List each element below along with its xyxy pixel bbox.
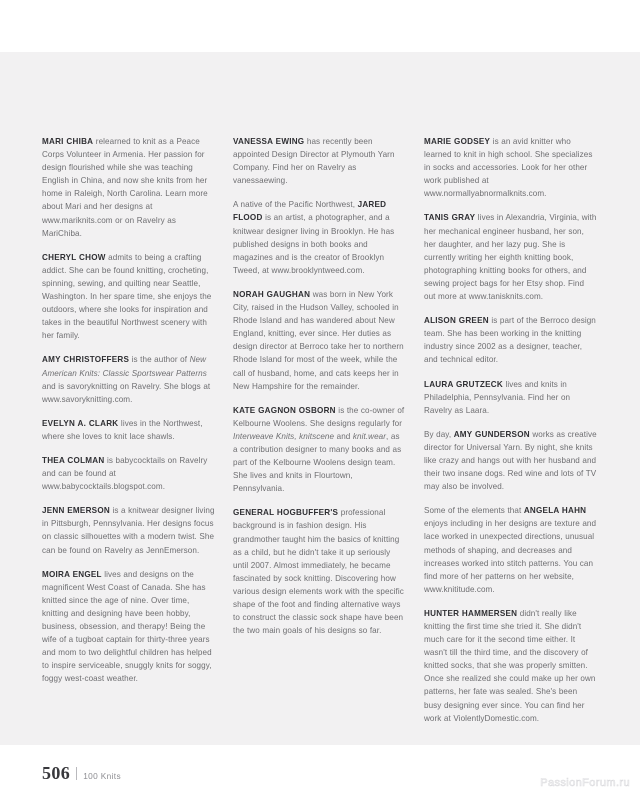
designer-bio xyxy=(42,251,215,343)
designer-name: KATE GAGNON OSBORN xyxy=(233,405,336,415)
bio-lead-text: By day, xyxy=(424,429,454,439)
page-canvas xyxy=(0,52,640,745)
designer-bio xyxy=(233,198,406,277)
bio-text: works as creative director for Universal Yarn. By night, she knits like crazy and hangs out with her husband and their two insane dogs. Red wine and lots of TV may also be involved. xyxy=(424,429,597,492)
designer-bio xyxy=(42,417,215,443)
bio-text: didn't really like knitting the first time she tried it. She didn't much care for it the second time either. It wasn't till the third time, and the discovery of knitted socks, that she was properly smitten. Once she realized she could make up her own patterns, her fate was sealed. She's been busy designing ever since. You can find her work at ViolentlyDomestic.com. xyxy=(424,608,596,723)
bio-text: is a knitwear designer living in Pittsburgh, Pennsylvania. Her designs focus on classic silhouettes with a modern twist. She can be found on Ravelry as JennEmerson. xyxy=(42,506,215,555)
bio-text: is the co-owner of Kelbourne Woolens. She designs regularly for xyxy=(233,405,405,428)
designer-name: MARIE GODSEY xyxy=(424,137,491,146)
designer-name: MOIRA ENGEL xyxy=(42,569,102,579)
bio-text: is the author of xyxy=(129,355,190,365)
bio-title-italic: Interweave Knits, knitscene xyxy=(233,431,335,441)
designer-name: MARI CHIBA xyxy=(42,137,94,146)
designer-bio xyxy=(424,428,597,493)
bio-text: professional background is in fashion design. His grandmother taught him the basics of knitting as a child, but he didn't take it up seriously until 2007. Almost immediately, he became fascinated by sock knitting. Discovering how various design elements work with the specific shape of the foot and finding alternative ways to construct the classic sock shape have been the two main goals of his designs so far. xyxy=(233,508,404,636)
bio-text: is an avid knitter who learned to knit in high school. She specializes in socks and accessories. Look for her other work published at www.normallyabnormalknits.com. xyxy=(424,137,593,199)
bio-text: is an artist, a photographer, and a knitwear designer living in Brooklyn. He has published designs in both books and magazines and is the creator of Brooklyn Tweed, at www.brooklyntweed.com. xyxy=(233,213,395,275)
designer-bio xyxy=(424,378,597,417)
designer-name: AMY GUNDERSON xyxy=(453,429,530,439)
designer-bio xyxy=(233,288,406,393)
designer-bio xyxy=(233,506,406,637)
designer-name: GENERAL HOGBUFFER'S xyxy=(233,508,339,518)
designer-bio xyxy=(424,135,597,200)
designer-bio xyxy=(424,607,597,725)
bio-columns xyxy=(42,135,598,725)
bio-text-after: and is savoryknitting on Ravelry. She blogs at www.savoryknitting.com. xyxy=(42,381,211,404)
bio-text: is babycocktails on Ravelry and can be found at www.babycocktails.blogspot.com. xyxy=(42,455,208,492)
designer-name: ANGELA HAHN xyxy=(523,506,587,516)
designer-name: JENN EMERSON xyxy=(42,506,110,516)
designer-name: EVELYN A. CLARK xyxy=(42,418,119,428)
designer-bio xyxy=(424,211,597,303)
footer-divider xyxy=(76,767,77,780)
bio-text: was born in New York City, raised in the Hudson Valley, schooled in Rhode Island and has wandered about New England, knitting, ever since. Her duties as design director at Berroco take her to northern Rhode Island for most of the week, while the call of husband, home, and cats keeps her in New Hampshire for the remainder. xyxy=(233,289,404,391)
bio-lead-text: Some of the elements that xyxy=(424,506,524,516)
designer-bio xyxy=(42,135,215,240)
designer-name: VANESSA EWING xyxy=(233,137,305,146)
watermark: PassionForum.ru xyxy=(540,777,630,789)
designer-name: AMY CHRISTOFFERS xyxy=(42,355,130,365)
page-number: 506 xyxy=(42,763,71,783)
designer-name: HUNTER HAMMERSEN xyxy=(424,608,518,618)
bio-title-italic: New American Knits: Classic Sportswear Patterns xyxy=(42,355,207,378)
designer-name: NORAH GAUGHAN xyxy=(233,289,311,299)
bio-title-italic: knit.wear xyxy=(352,431,387,441)
designer-bio xyxy=(424,314,597,366)
bio-text-after: , as a contribution designer to many books and as part of the Kelbourne Woolens design team. She lives and knits in Flourtown, Pennsylvania. xyxy=(233,431,402,494)
book-title: 100 Knits xyxy=(83,771,121,781)
designer-bio xyxy=(424,504,597,596)
designer-name: CHERYL CHOW xyxy=(42,252,106,262)
designer-bio xyxy=(42,568,215,686)
designer-bio xyxy=(233,135,406,187)
bio-text: enjoys including in her designs are texture and lace worked in unexpected directions, unusual methods of shaping, and decreases and increases worked into stitch patterns. You can find more of her patterns on her website, www.knititude.com. xyxy=(424,519,597,594)
page-footer xyxy=(42,763,121,784)
designer-bio xyxy=(42,504,215,556)
bio-text: lives in the Northwest, where she loves to knit lace shawls. xyxy=(42,418,203,441)
designer-name: ALISON GREEN xyxy=(424,316,489,326)
designer-bio xyxy=(233,404,406,496)
designer-name: TANIS GRAY xyxy=(424,213,476,223)
bio-text-mid: and xyxy=(334,431,353,441)
bio-text: lives and knits in Philadelphia, Pennsylvania. Find her on Ravelry as Laara. xyxy=(424,379,571,415)
bio-text: has recently been appointed Design Director at Plymouth Yarn Company. Find her on Ravelry as vanessaewing. xyxy=(233,137,395,186)
designer-name: THEA COLMAN xyxy=(42,455,105,465)
column-2 xyxy=(233,135,406,725)
designer-bio xyxy=(42,454,215,493)
bio-text: lives and designs on the magnificent West Coast of Canada. She has knitted since the age of nine. Over time, knitting and designing have been hobby, business, obsession, and therapy! Being the wife of a tugboat captain for thirty-three years and mom to two delightful children has helped to inspire serviceable, snuggly knits for soggy, foggy west-coast weather. xyxy=(42,569,212,684)
designer-name: LAURA GRUTZECK xyxy=(424,379,503,389)
bio-text: is part of the Berroco design team. She has been working in the knitting industry since 2002 as a designer, teacher, and technical editor. xyxy=(424,316,596,365)
column-3 xyxy=(424,135,597,725)
designer-bio xyxy=(42,353,215,405)
bio-lead-text: A native of the Pacific Northwest, xyxy=(233,200,358,210)
column-1 xyxy=(42,135,215,725)
bio-text: admits to being a crafting addict. She can be found knitting, crocheting, spinning, sewing, and quilting near Seattle, Washington. In her spare time, she enjoys the outdoors, where she looks for inspiration and takes in the beautiful Northwest scenery with her family. xyxy=(42,252,212,341)
designer-name: JARED FLOOD xyxy=(233,200,387,223)
bio-text: relearned to knit as a Peace Corps Volunteer in Armenia. Her passion for design flourished while she was teaching English in China, and now she knits from her home in Raleigh, North Carolina. Learn more about Mari and her designs at www.mariknits.com or on Ravelry as MariChiba. xyxy=(42,137,208,238)
bio-text: lives in Alexandria, Virginia, with her mechanical engineer husband, her son, her daughter, and her lazy pug. She is currently writing her eighth knitting book, photographing knitting books for others, and sewing project bags for her Etsy shop. Find out more at www.tanisknits.com. xyxy=(424,213,597,302)
